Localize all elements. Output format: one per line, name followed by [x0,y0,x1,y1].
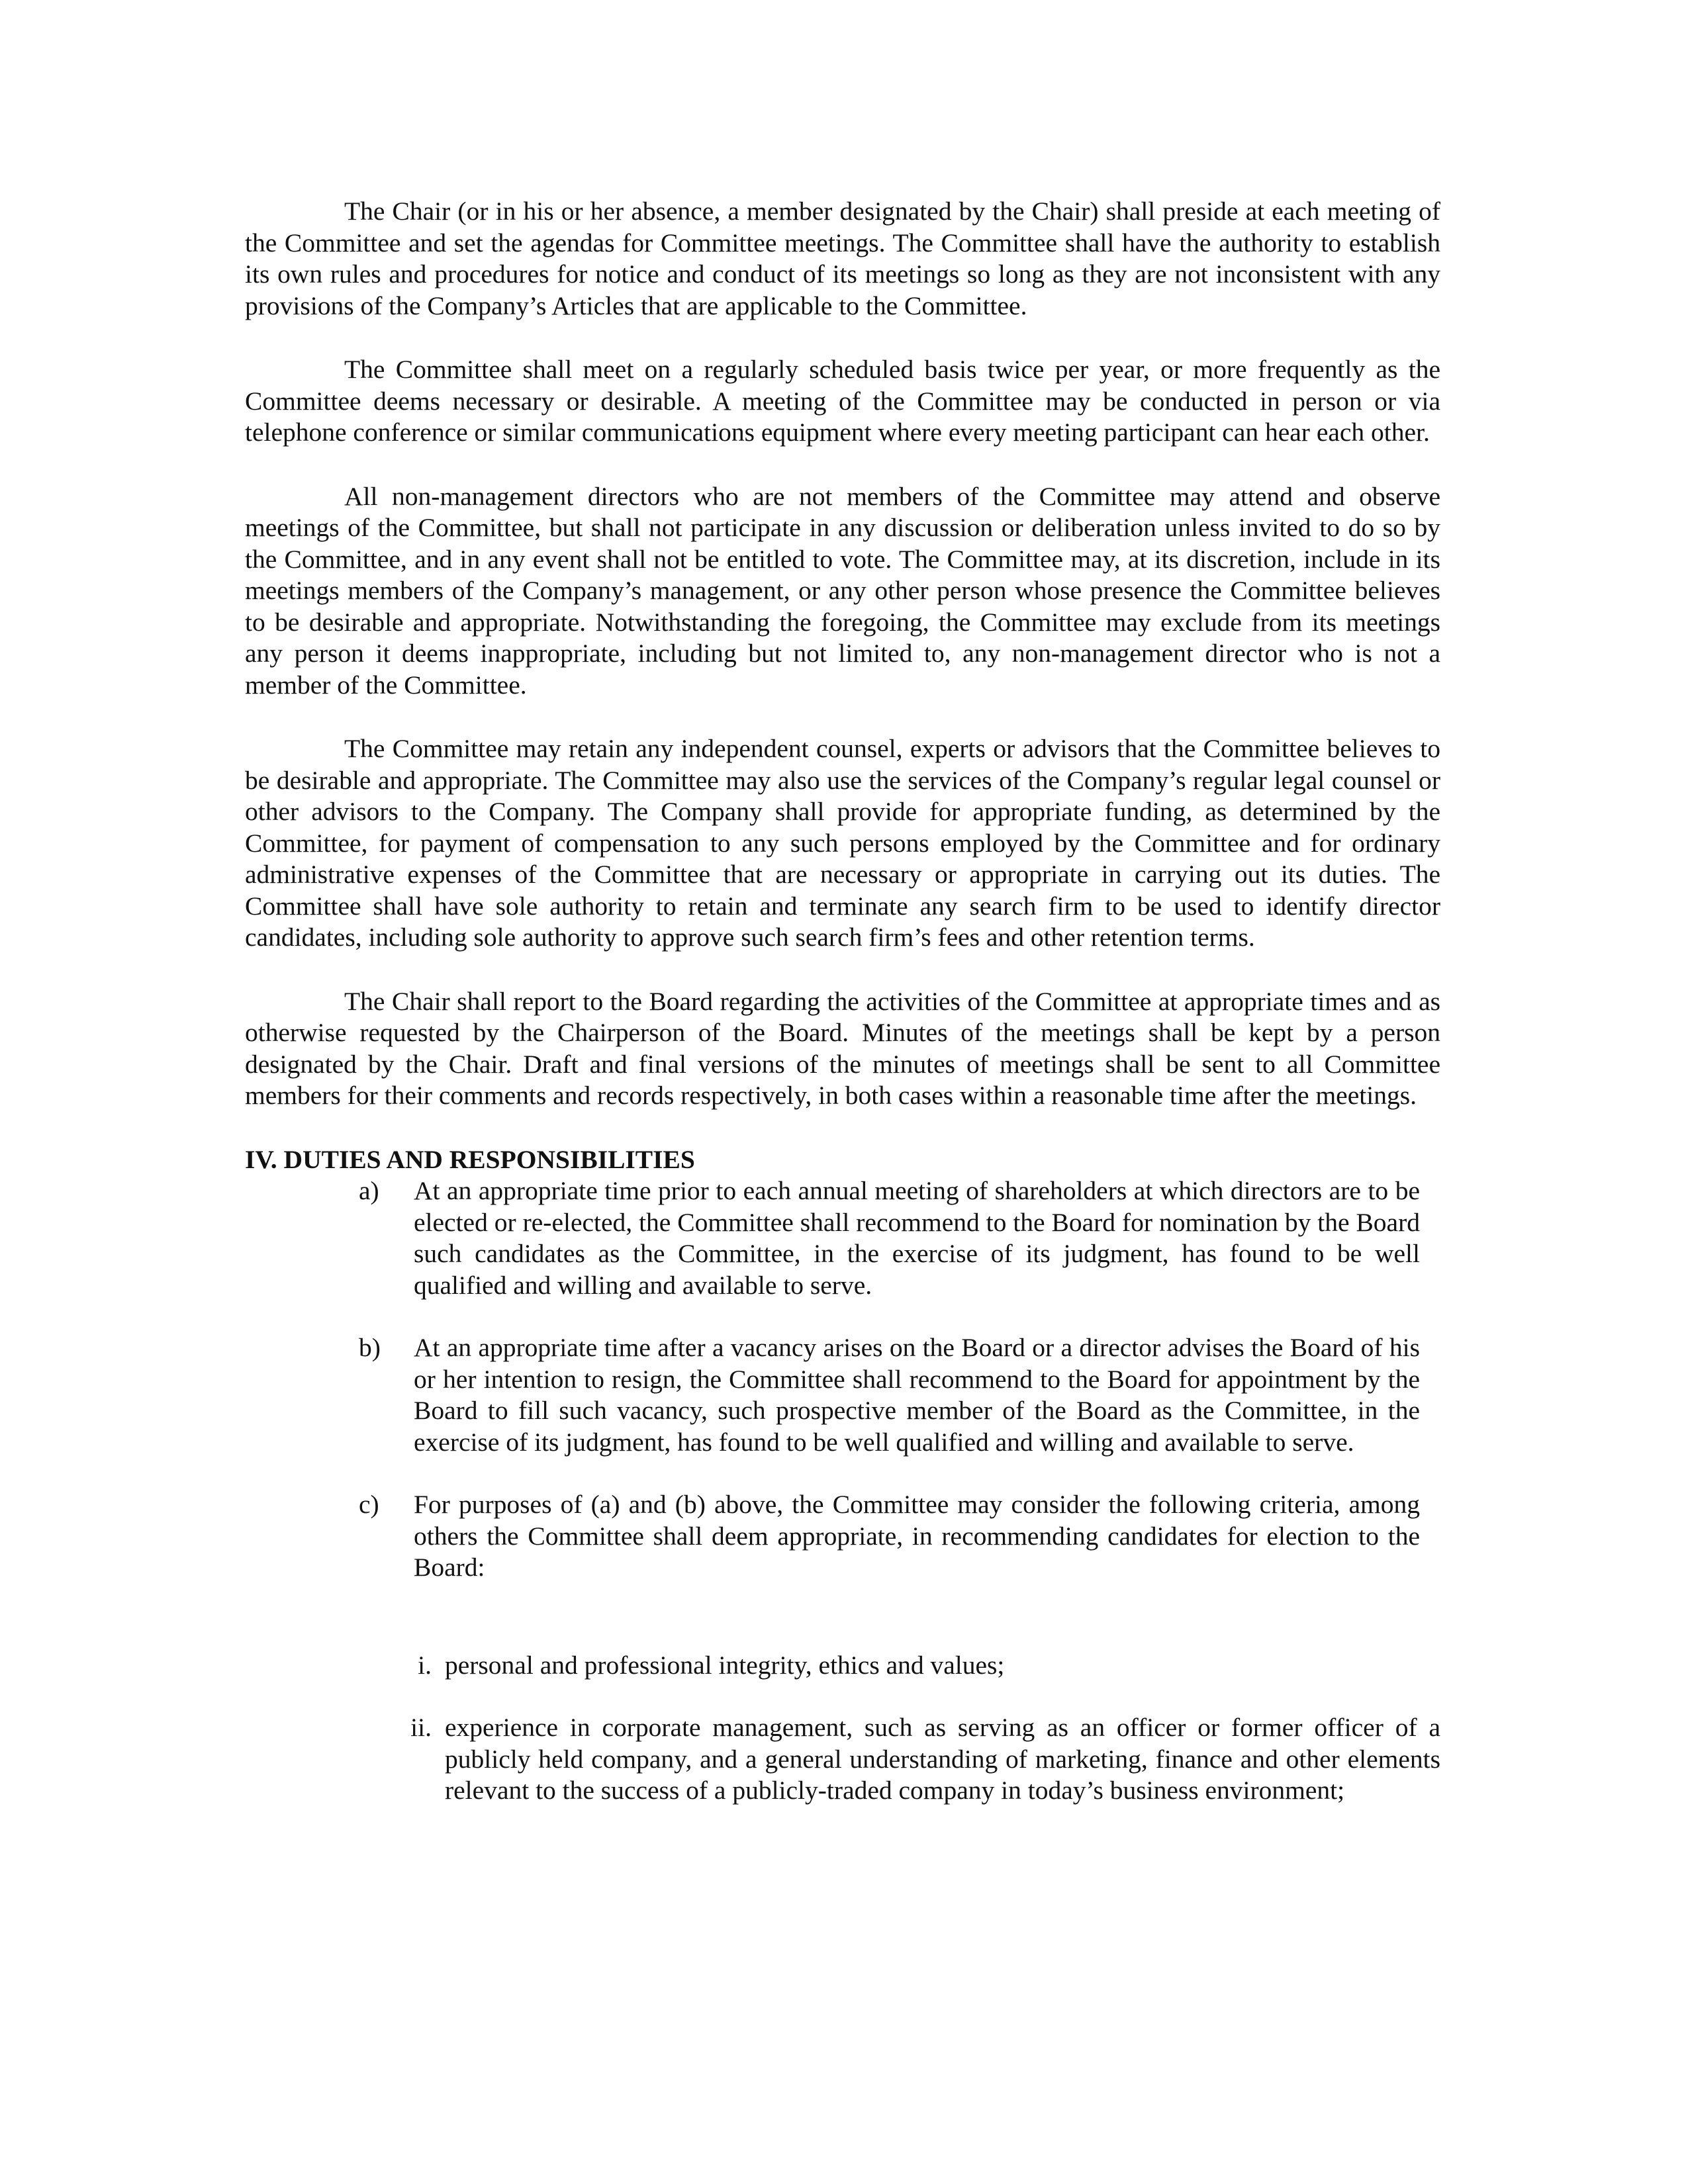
list-marker: i. [418,1650,432,1680]
duty-item-c [245,1489,1420,1584]
paragraph-meeting-schedule: The Committee shall meet on a regularly scheduled basis twice per year, or more frequently as the Committee deems necessary or desirable. A meeting of the Committee may be conducted in person or via telephone conference or similar communications equipment where every meeting participant can hear each other. [245,355,1440,447]
list-marker: ii. [410,1713,432,1742]
duty-item-b [245,1332,1420,1458]
list-item-text: At an appropriate time after a vacancy arises on the Board or a director advises the Board of his or her intention to resign, the Committee shall recommend to the Board for appointment by the Board to fill such vacancy, such prospective member of the Board as the Committee, in the exercise of its judgment, has found to be well qualified and willing and available to serve. [414,1333,1420,1457]
list-marker: b) [359,1333,381,1362]
list-item-text: experience in corporate management, such as serving as an officer or former officer of a publicly held company, and a general understanding of marketing, finance and other elements relevant to the success of a publicly-traded company in today’s business environment; [445,1713,1440,1805]
paragraph-advisors-funding: The Committee may retain any independent counsel, experts or advisors that the Committee believes to be desirable and appropriate. The Committee may also use the services of the Company’s regular legal counsel or other advisors to the Company. The Company shall provide for appropriate funding, as determined by the Committee, for payment of compensation to any such persons employed by the Committee and for ordinary administrative expenses of the Committee that are necessary or appropriate in carrying out its duties. The Committee shall have sole authority to retain and terminate any search firm to be used to identify director candidates, including sole authority to approve such search firm’s fees and other retention terms. [245,734,1440,952]
list-item-text: At an appropriate time prior to each annual meeting of shareholders at which directors are to be elected or re-elected, the Committee shall recommend to the Board for nomination by the Board such candidates as the Committee, in the exercise of its judgment, has found to be well qualified and willing and available to serve. [414,1176,1420,1300]
criteria-item-ii [245,1712,1440,1807]
list-marker: c) [359,1490,379,1519]
document-page [245,196,1440,1838]
list-item-text: personal and professional integrity, ethics and values; [445,1650,1005,1680]
list-item-text: For purposes of (a) and (b) above, the Committee may consider the following criteria, among others the Committee shall deem appropriate, in recommending candidates for election to the Board: [414,1490,1420,1582]
duty-item-a [245,1175,1420,1301]
paragraph-chair-presides: The Chair (or in his or her absence, a member designated by the Chair) shall preside at each meeting of the Committee and set the agendas for Committee meetings. The Committee shall have the authority to establish its own rules and procedures for notice and conduct of its meetings so long as they are not inconsistent with any provisions of the Company’s Articles that are applicable to the Committee. [245,197,1440,320]
section-heading: IV. DUTIES AND RESPONSIBILITIES [245,1144,695,1174]
list-marker: a) [359,1176,379,1205]
paragraph-chair-reporting: The Chair shall report to the Board regarding the activities of the Committee at appropriate times and as otherwise requested by the Chairperson of the Board. Minutes of the meetings shall be kept by a person designated by the Chair. Draft and final versions of the minutes of meetings shall be sent to all Committee members for their comments and records respectively, in both cases within a reasonable time after the meetings. [245,986,1440,1110]
paragraph-non-management-attendance: All non-management directors who are not members of the Committee may attend and observe meetings of the Committee, but shall not participate in any discussion or deliberation unless invited to do so by the Committee, and in any event shall not be entitled to vote. The Committee may, at its discretion, include in its meetings members of the Company’s management, or any other person whose presence the Committee believes to be desirable and appropriate. Notwithstanding the foregoing, the Committee may exclude from its meetings any person it deems inappropriate, including but not limited to, any non-management director who is not a member of the Committee. [245,481,1440,700]
criteria-item-i [245,1650,1440,1682]
